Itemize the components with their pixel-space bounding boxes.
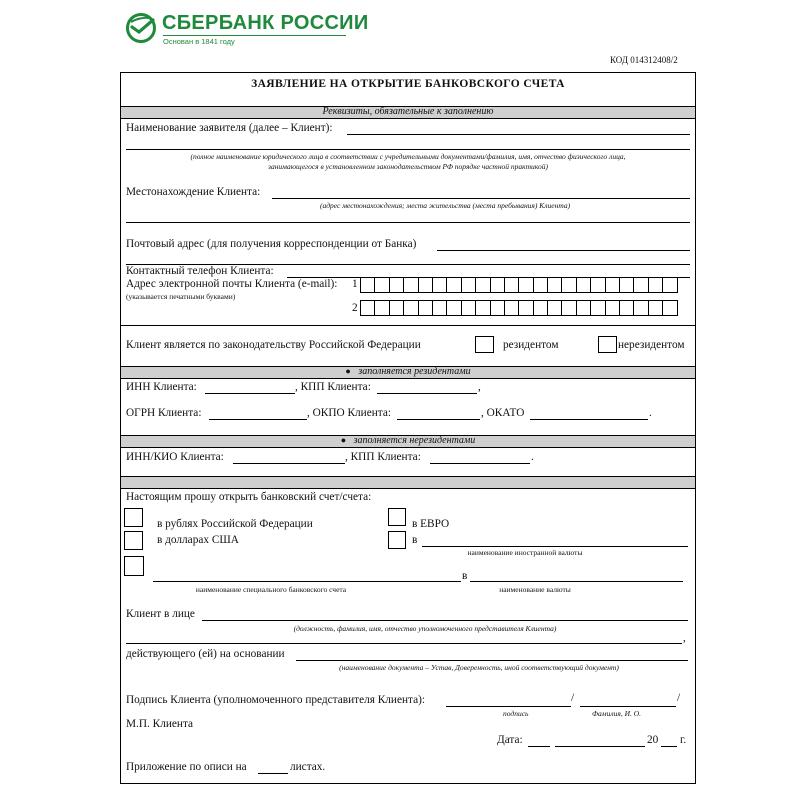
logo-underline — [163, 35, 346, 36]
date-year-field[interactable] — [661, 746, 677, 747]
okpo-field[interactable] — [397, 419, 480, 420]
signature-label: Подпись Клиента (уполномоченного представителя Клиента): — [126, 694, 426, 706]
email-char-cell[interactable] — [590, 277, 605, 293]
location-field[interactable] — [272, 198, 690, 199]
email-char-cell[interactable] — [662, 277, 677, 293]
nonresident-label: нерезидентом — [618, 339, 685, 351]
email-char-cell[interactable] — [561, 277, 576, 293]
divider-after-email — [121, 325, 695, 326]
email-char-cell[interactable] — [633, 277, 648, 293]
date-year-suffix: г. — [680, 734, 687, 746]
form-code: КОД 014312408/2 — [610, 55, 678, 65]
applicant-hint-1: (полное наименование юридического лица в соответствии с учредительными документами/фамилия, имя, отчество физического лица, — [190, 152, 626, 161]
email-char-cell[interactable] — [648, 300, 663, 316]
applicant-hint-2: занимающегося в установленном законодательством РФ порядке частной практикой) — [268, 162, 548, 171]
email-char-cell[interactable] — [533, 300, 548, 316]
okpo-label: , ОКПО Клиента: — [307, 407, 391, 419]
attachment-prefix: Приложение по описи на — [126, 761, 247, 773]
signature-hint: подпись — [503, 709, 529, 718]
email-char-cell[interactable] — [605, 300, 620, 316]
email-char-cell[interactable] — [590, 300, 605, 316]
email-char-cell[interactable] — [504, 277, 519, 293]
phone-label: Контактный телефон Клиента: — [126, 265, 274, 277]
location-hint: (адрес местонахождения; места жительства (места пребывания) Клиента) — [320, 201, 571, 210]
email-char-cell[interactable] — [475, 300, 490, 316]
email-char-cell[interactable] — [374, 277, 389, 293]
email-char-cell[interactable] — [518, 300, 533, 316]
email-char-cell[interactable] — [360, 277, 375, 293]
section-nonresidents-title: ● заполняется нерезидентами — [340, 435, 476, 446]
email-char-cell[interactable] — [533, 277, 548, 293]
bullet-icon: ● — [345, 366, 351, 376]
date-label: Дата: — [497, 734, 523, 746]
attachment-pages-field[interactable] — [258, 773, 288, 774]
bank-name: СБЕРБАНК РОССИИ — [162, 12, 369, 34]
ogrn-field[interactable] — [209, 419, 307, 420]
email-char-cell[interactable] — [418, 277, 433, 293]
stamp-label: М.П. Клиента — [126, 718, 194, 730]
special-currency-field[interactable] — [470, 581, 683, 582]
other-currency-checkbox[interactable] — [388, 531, 406, 549]
representative-label: Клиент в лице — [126, 608, 195, 620]
email-char-cell[interactable] — [461, 277, 476, 293]
basis-label: действующего (ей) на основании — [126, 648, 285, 660]
email-char-cell[interactable] — [619, 300, 634, 316]
email-char-cell[interactable] — [432, 300, 447, 316]
representative-hint: (должность, фамилия, имя, отчество уполномоченного представителя Клиента) — [293, 624, 557, 633]
email-char-cell[interactable] — [461, 300, 476, 316]
applicant-name-field-2[interactable] — [126, 149, 690, 150]
signature-slash-2: / — [677, 692, 681, 704]
nonres-kpp-dot: . — [531, 451, 534, 463]
section-residents-title: ● заполняется резидентами — [345, 366, 471, 377]
nonresident-checkbox[interactable] — [598, 336, 617, 353]
date-month-field[interactable] — [555, 746, 645, 747]
email-char-cell[interactable] — [389, 300, 404, 316]
date-year-prefix: 20 — [647, 734, 659, 746]
signature-name-field[interactable] — [580, 706, 676, 707]
signature-slash-1: / — [571, 692, 575, 704]
email-char-cell[interactable] — [446, 300, 461, 316]
ogrn-label: ОГРН Клиента: — [126, 407, 202, 419]
rub-label: в рублях Российской Федерации — [157, 518, 313, 530]
email-char-cell[interactable] — [648, 277, 663, 293]
email-char-cell[interactable] — [576, 300, 591, 316]
inn-field[interactable] — [205, 393, 295, 394]
email-char-cell[interactable] — [403, 277, 418, 293]
email-char-cell[interactable] — [360, 300, 375, 316]
email-row-2-number: 2 — [352, 302, 358, 314]
email-char-cell[interactable] — [633, 300, 648, 316]
section-band-empty — [121, 476, 695, 489]
inn-kio-label: ИНН/КИО Клиента: — [126, 451, 224, 463]
special-account-field[interactable] — [153, 581, 461, 582]
resident-label: резидентом — [503, 339, 559, 351]
residency-label: Клиент является по законодательству Российской Федерации — [126, 339, 421, 351]
resident-checkbox[interactable] — [475, 336, 494, 353]
email-row-1-number: 1 — [352, 278, 358, 290]
email-char-cell[interactable] — [662, 300, 677, 316]
attachment-suffix: листах. — [290, 761, 326, 773]
email-char-cell[interactable] — [518, 277, 533, 293]
other-currency-hint: наименование иностранной валюты — [467, 548, 583, 557]
usd-checkbox[interactable] — [124, 531, 143, 550]
signature-name-hint: Фамилия, И. О. — [592, 709, 642, 718]
email-char-cell[interactable] — [432, 277, 447, 293]
usd-label: в долларах США — [157, 534, 239, 546]
basis-field[interactable] — [296, 660, 688, 661]
email-char-cell[interactable] — [403, 300, 418, 316]
other-currency-field[interactable] — [422, 546, 688, 547]
inn-kio-field[interactable] — [233, 463, 345, 464]
email-grid-2[interactable] — [360, 300, 677, 316]
signature-field[interactable] — [446, 706, 571, 707]
okato-field[interactable] — [530, 419, 648, 420]
applicant-label: Наименование заявителя (далее – Клиент): — [126, 122, 333, 134]
email-char-cell[interactable] — [418, 300, 433, 316]
inn-label: ИНН Клиента: — [126, 381, 197, 393]
representative-comma: , — [683, 632, 686, 644]
email-char-cell[interactable] — [547, 277, 562, 293]
representative-field-2[interactable] — [126, 643, 682, 644]
applicant-name-field[interactable] — [347, 134, 690, 135]
okato-label: , ОКАТО — [481, 407, 525, 419]
bullet-icon: ● — [340, 435, 347, 445]
email-char-cell[interactable] — [490, 300, 505, 316]
special-in: в — [462, 570, 468, 582]
bank-founded: Основан в 1841 году — [163, 37, 235, 46]
postal-field[interactable] — [437, 250, 690, 251]
section-required-title: Реквизиты, обязательные к заполнению — [322, 106, 494, 117]
email-char-cell[interactable] — [504, 300, 519, 316]
sberbank-logo-icon — [126, 13, 156, 43]
form-title: ЗАЯВЛЕНИЕ НА ОТКРЫТИЕ БАНКОВСКОГО СЧЕТА — [251, 78, 565, 90]
kpp-field[interactable] — [377, 393, 477, 394]
rub-checkbox[interactable] — [124, 508, 143, 527]
okato-dot: . — [649, 407, 652, 419]
special-account-hint: наименование специального банковского счета — [195, 585, 347, 594]
email-char-cell[interactable] — [561, 300, 576, 316]
kpp-comma: , — [478, 381, 481, 393]
request-label: Настоящим прошу открыть банковский счет/счета: — [126, 491, 372, 503]
email-char-cell[interactable] — [605, 277, 620, 293]
email-char-cell[interactable] — [389, 277, 404, 293]
representative-field[interactable] — [202, 620, 688, 621]
location-field-2[interactable] — [126, 222, 690, 223]
email-char-cell[interactable] — [619, 277, 634, 293]
email-char-cell[interactable] — [490, 277, 505, 293]
basis-hint: (наименование документа – Устав, Доверенность, иной соответствующий документ) — [339, 663, 619, 672]
kpp-label: , КПП Клиента: — [295, 381, 371, 393]
nonres-kpp-field[interactable] — [430, 463, 530, 464]
email-char-cell[interactable] — [576, 277, 591, 293]
other-currency-prefix: в — [412, 534, 418, 546]
email-char-cell[interactable] — [475, 277, 490, 293]
email-grid-1[interactable] — [360, 277, 677, 293]
email-char-cell[interactable] — [374, 300, 389, 316]
email-char-cell[interactable] — [547, 300, 562, 316]
date-day-field[interactable] — [528, 746, 550, 747]
location-label: Местонахождение Клиента: — [126, 186, 261, 198]
nonres-kpp-label: , КПП Клиента: — [345, 451, 421, 463]
eur-checkbox[interactable] — [388, 508, 406, 526]
postal-label: Почтовый адрес (для получения корреспонденции от Банка) — [126, 238, 417, 250]
email-hint: (указывается печатными буквами) — [126, 292, 236, 301]
email-char-cell[interactable] — [446, 277, 461, 293]
special-currency-hint: наименование валюты — [499, 585, 571, 594]
email-label: Адрес электронной почты Клиента (e-mail): — [126, 278, 338, 290]
eur-label: в ЕВРО — [412, 518, 450, 530]
special-account-checkbox[interactable] — [124, 556, 144, 576]
form-frame — [120, 72, 696, 784]
